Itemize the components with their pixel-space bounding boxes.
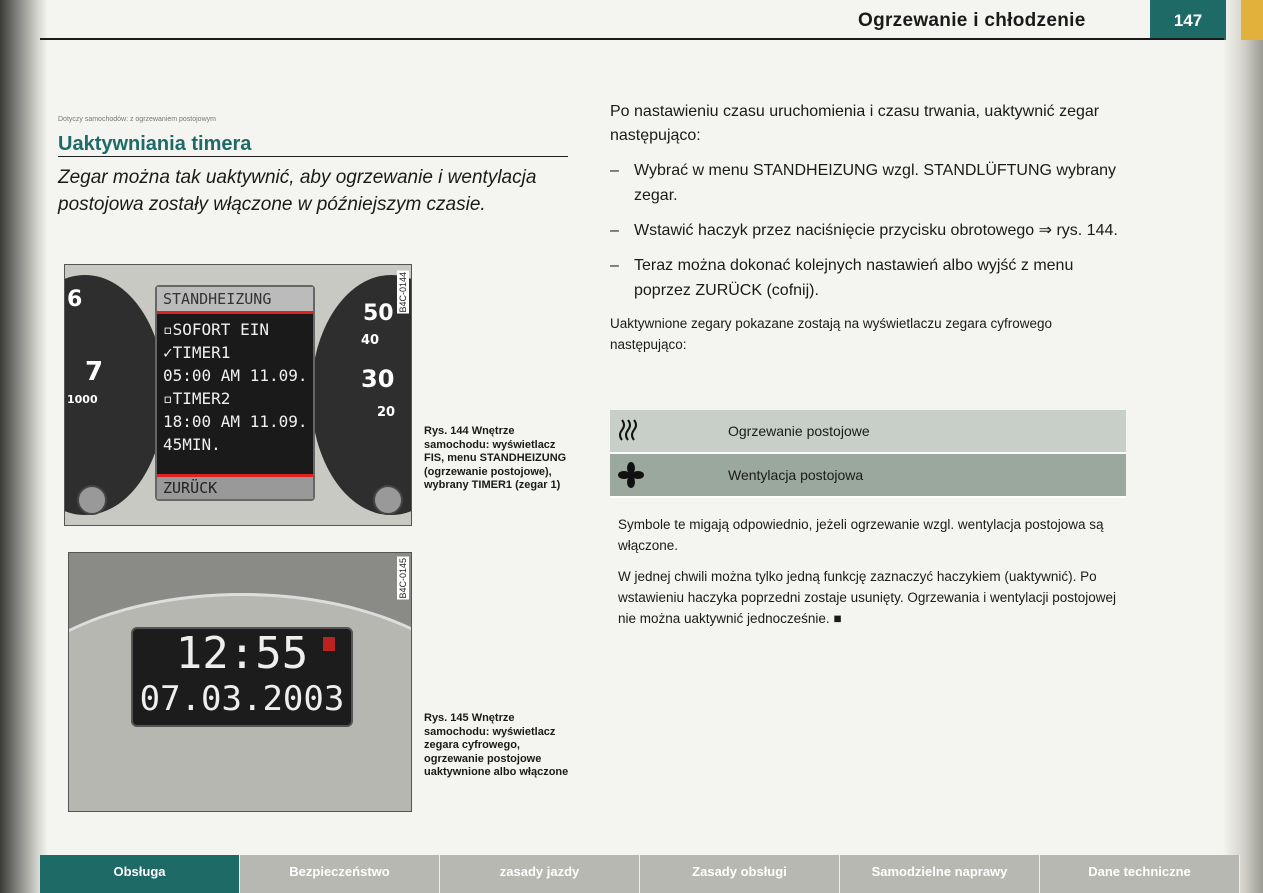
- list-item: – Wstawić haczyk przez naciśnięcie przycisku obrotowego ⇒ rys. 144.: [610, 218, 1120, 243]
- chapter-tab-marker: [1241, 0, 1263, 40]
- paragraph: Uaktywnione zegary pokazane zostają na wyświetlaczu zegara cyfrowego następująco:: [610, 316, 1052, 352]
- paragraph: W jednej chwili można tylko jedną funkcję zaznaczyć haczykiem (uaktywnić). Po wstawieniu haczyka poprzedni zostaje usunięty. Ogrzewania i wentylacji postojowej nie można uaktywnić jednocześnie. ■: [618, 569, 1117, 626]
- gauge-number: 30: [361, 365, 395, 393]
- paragraph: Po nastawieniu czasu uruchomienia i czasu trwania, uaktywnić zegar następująco:: [610, 103, 1100, 144]
- gauge-number: 7: [85, 357, 104, 387]
- gauge-number: 50: [363, 301, 394, 326]
- symbol-table: [610, 410, 1126, 498]
- applicability-note: Dotyczy samochodów: z ogrzewaniem postojowym: [58, 116, 216, 123]
- heating-indicator-icon: [323, 637, 335, 651]
- footer-nav: [40, 855, 1240, 893]
- figure-145-caption: Rys. 145 Wnętrze samochodu: wyświetlacz zegara cyfrowego, ogrzewanie postojowe uaktywnione albo włączone: [424, 712, 569, 778]
- book-spine: [0, 0, 48, 893]
- section-title: Uaktywniania timera: [58, 133, 252, 155]
- fis-menu-title: STANDHEIZUNG: [157, 287, 313, 314]
- right-knob: [373, 485, 403, 515]
- list-item: – Teraz można dokonać kolejnych nastawień albo wyjść z menu poprzez ZURÜCK (cofnij).: [610, 253, 1120, 303]
- page-edge: [1223, 0, 1263, 893]
- gauge-number: 20: [377, 405, 396, 420]
- fis-menu-line: 18:00 AM 11.09.: [163, 412, 308, 431]
- tab-zasady-obslugi[interactable]: Zasady obsługi: [640, 855, 840, 893]
- chapter-title: Ogrzewanie i chłodzenie: [858, 10, 1086, 31]
- tab-obsluga[interactable]: Obsługa: [40, 855, 240, 893]
- figure-code: B4C-0145: [398, 558, 408, 599]
- fis-menu-screen: [155, 285, 315, 501]
- fis-menu-line: ▫SOFORT EIN: [163, 320, 269, 339]
- gauge-number: 40: [361, 333, 380, 348]
- tab-dane-techniczne[interactable]: Dane techniczne: [1040, 855, 1240, 893]
- table-cell: Ogrzewanie postojowe: [728, 423, 870, 439]
- fis-menu-line: ▫TIMER2: [163, 389, 231, 408]
- digital-clock: [131, 627, 353, 727]
- list-item: – Wybrać w menu STANDHEIZUNG wzgl. STANDLÜFTUNG wybrany zegar.: [610, 158, 1120, 208]
- paragraph: Symbole te migają odpowiednio, jeżeli ogrzewanie wzgl. wentylacja postojowa są włączone.: [618, 517, 1104, 553]
- right-column: [610, 100, 1120, 365]
- gauge-number: 1000: [67, 393, 98, 406]
- header-rule: [40, 38, 1224, 40]
- figure-144-fis-display: [64, 264, 412, 526]
- left-knob: [77, 485, 107, 515]
- tab-zasady-jazdy[interactable]: zasady jazdy: [440, 855, 640, 893]
- gauge-number: 6: [67, 287, 83, 312]
- tab-bezpieczenstwo[interactable]: Bezpieczeństwo: [240, 855, 440, 893]
- fan-icon: [610, 454, 728, 496]
- fis-menu-line: 05:00 AM 11.09.: [163, 366, 308, 385]
- clock-date: 07.03.2003: [139, 679, 345, 719]
- figure-145-clock-display: [68, 552, 412, 812]
- fis-menu-back: ZURÜCK: [157, 474, 313, 499]
- fis-menu-line: 45MIN.: [163, 435, 221, 454]
- clock-time: 12:55: [175, 628, 309, 679]
- heating-icon: [610, 410, 728, 452]
- fis-menu-line-selected: ✓TIMER1: [163, 343, 231, 362]
- table-cell: Wentylacja postojowa: [728, 467, 864, 483]
- figure-144-caption: Rys. 144 Wnętrze samochodu: wyświetlacz FIS, menu STANDHEIZUNG (ogrzewanie postojowe), wybrany TIMER1 (zegar 1): [424, 425, 567, 491]
- figure-code: B4C-0144: [398, 272, 408, 313]
- table-row: [610, 410, 1126, 454]
- tab-samodzielne-naprawy[interactable]: Samodzielne naprawy: [840, 855, 1040, 893]
- table-row: [610, 454, 1126, 498]
- page-number: 147: [1150, 0, 1226, 40]
- section-rule: [58, 156, 568, 157]
- intro-text: Zegar można tak uaktywnić, aby ogrzewanie i wentylacja postojowa zostały włączone w późniejszym czasie.: [58, 167, 537, 215]
